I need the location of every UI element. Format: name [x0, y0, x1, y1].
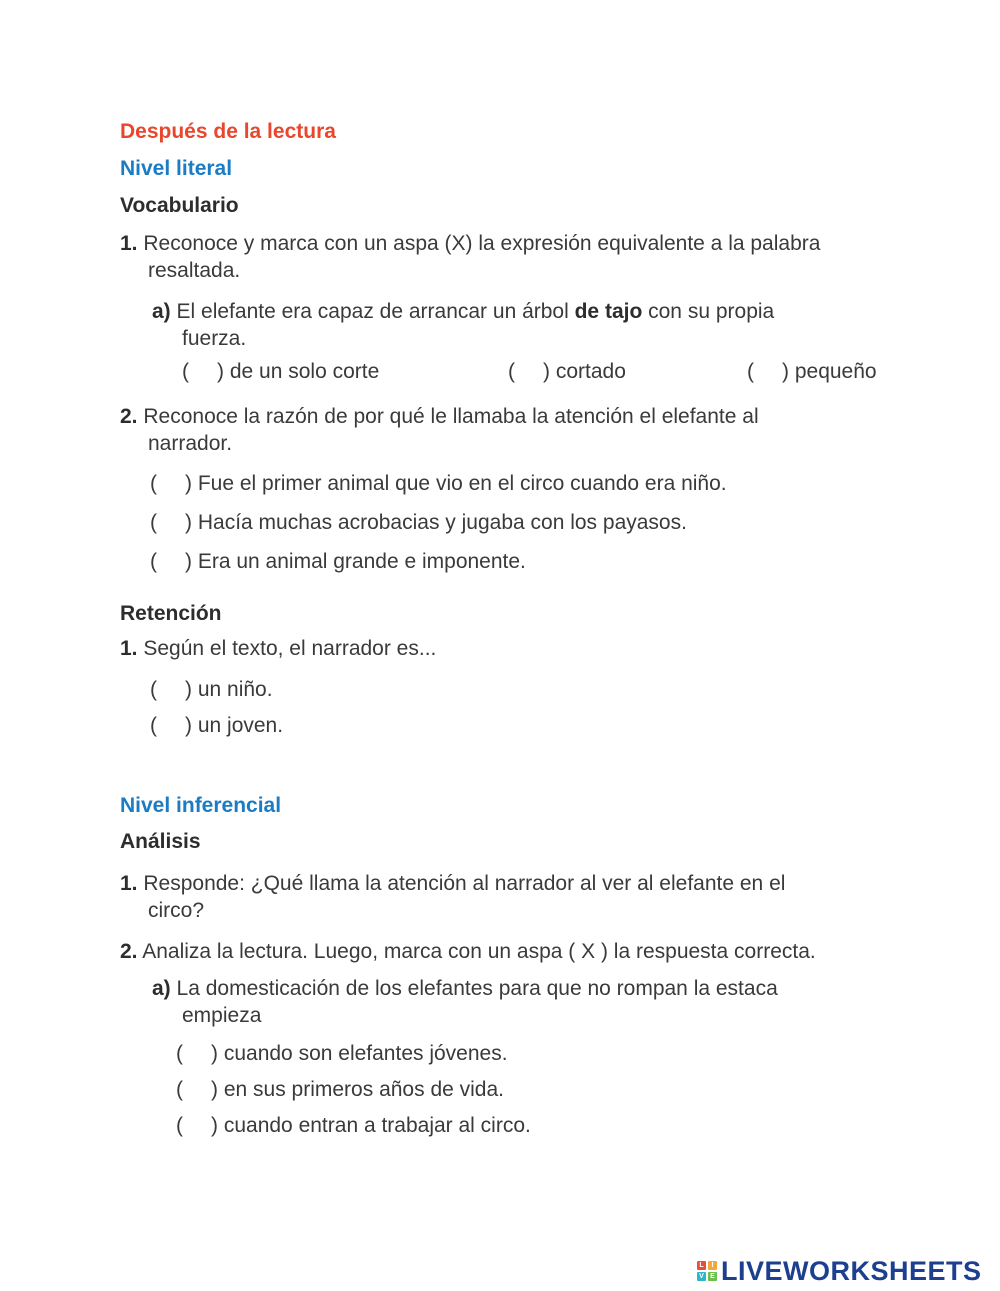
logo-tile: V — [697, 1272, 706, 1281]
question-number: 2. — [120, 940, 138, 963]
paren-open: ( — [150, 678, 157, 701]
logo-tile: L — [697, 1261, 706, 1270]
option-checkbox[interactable] — [150, 712, 283, 739]
option-label: Fue el primer animal que vio en el circo cuando era niño. — [197, 472, 727, 495]
question-number: 2. — [120, 405, 138, 428]
option-checkbox[interactable] — [150, 470, 727, 497]
logo-text: LIVEWORKSHEETS — [721, 1255, 982, 1286]
paren-open: ( — [176, 1078, 183, 1101]
subquestion-a — [152, 298, 774, 325]
paren-close: ) — [217, 360, 224, 383]
question-text-cont: circo? — [148, 899, 205, 922]
paren-close: ) — [211, 1042, 218, 1065]
paren-open: ( — [747, 360, 754, 383]
paren-open: ( — [150, 472, 157, 495]
subquestion-text-post: con su propia — [642, 300, 775, 323]
question-text: Reconoce la razón de por qué le llamaba la atención el elefante al — [143, 405, 759, 428]
question-inferential-2 — [120, 938, 816, 965]
question-inferential-1 — [120, 870, 785, 897]
logo-tile: I — [708, 1261, 717, 1270]
question-text: Analiza la lectura. Luego, marca con un aspa ( X ) la respuesta correcta. — [142, 940, 816, 963]
paren-close: ) — [211, 1114, 218, 1137]
paren-close: ) — [185, 511, 192, 534]
subquestion-text-pre: El elefante era capaz de arrancar un árbol — [176, 300, 575, 323]
question-vocab-1 — [120, 230, 820, 257]
option-checkbox[interactable] — [176, 1112, 531, 1139]
paren-open: ( — [150, 714, 157, 737]
question-text: Responde: ¿Qué llama la atención al narrador al ver al elefante en el — [143, 872, 786, 895]
option-label: cortado — [555, 360, 626, 383]
option-label: de un solo corte — [229, 360, 380, 383]
option-label: Hacía muchas acrobacias y jugaba con los payasos. — [197, 511, 687, 534]
subquestion-text-cont: empieza — [182, 1004, 262, 1027]
level-title-literal: Nivel literal — [120, 157, 233, 180]
subquestion-text: La domesticación de los elefantes para que no rompan la estaca — [176, 977, 778, 1000]
option-label: un joven. — [197, 714, 284, 737]
liveworksheets-logo[interactable] — [697, 1256, 982, 1286]
question-text-cont: resaltada. — [148, 259, 241, 282]
option-checkbox[interactable] — [150, 509, 687, 536]
paren-open: ( — [176, 1114, 183, 1137]
question-text: Según el texto, el narrador es... — [143, 637, 437, 660]
option-checkbox[interactable] — [508, 358, 626, 385]
paren-close: ) — [782, 360, 789, 383]
paren-open: ( — [176, 1042, 183, 1065]
subsection-vocabulario: Vocabulario — [120, 194, 239, 217]
question-number: 1. — [120, 872, 138, 895]
subquestion-label: a) — [152, 300, 171, 323]
liveworksheets-logo-icon — [697, 1261, 717, 1281]
highlighted-word: de tajo — [574, 300, 643, 323]
paren-close: ) — [185, 550, 192, 573]
question-retention-1 — [120, 635, 436, 662]
question-text: Reconoce y marca con un aspa (X) la expresión equivalente a la palabra — [143, 232, 821, 255]
section-title: Después de la lectura — [120, 120, 336, 143]
option-label: cuando entran a trabajar al circo. — [223, 1114, 531, 1137]
paren-close: ) — [185, 472, 192, 495]
paren-open: ( — [150, 511, 157, 534]
paren-open: ( — [182, 360, 189, 383]
paren-close: ) — [543, 360, 550, 383]
paren-close: ) — [185, 678, 192, 701]
question-vocab-2 — [120, 403, 759, 430]
subsection-retencion: Retención — [120, 602, 222, 625]
subquestion-a — [152, 975, 778, 1002]
subquestion-text-cont: fuerza. — [182, 327, 247, 350]
level-title-inferencial: Nivel inferencial — [120, 794, 282, 817]
question-text-cont: narrador. — [148, 432, 233, 455]
option-label: Era un animal grande e imponente. — [197, 550, 526, 573]
option-label: un niño. — [197, 678, 273, 701]
option-label: pequeño — [794, 360, 877, 383]
question-number: 1. — [120, 232, 138, 255]
subquestion-label: a) — [152, 977, 171, 1000]
option-checkbox[interactable] — [747, 358, 877, 385]
question-number: 1. — [120, 637, 138, 660]
paren-close: ) — [185, 714, 192, 737]
option-label: en sus primeros años de vida. — [223, 1078, 504, 1101]
option-checkbox[interactable] — [176, 1076, 504, 1103]
paren-close: ) — [211, 1078, 218, 1101]
option-checkbox[interactable] — [176, 1040, 508, 1067]
option-checkbox[interactable] — [182, 358, 379, 385]
paren-open: ( — [150, 550, 157, 573]
option-label: cuando son elefantes jóvenes. — [223, 1042, 508, 1065]
subsection-analisis: Análisis — [120, 830, 201, 853]
paren-open: ( — [508, 360, 515, 383]
option-checkbox[interactable] — [150, 676, 273, 703]
option-checkbox[interactable] — [150, 548, 526, 575]
logo-tile: E — [708, 1272, 717, 1281]
